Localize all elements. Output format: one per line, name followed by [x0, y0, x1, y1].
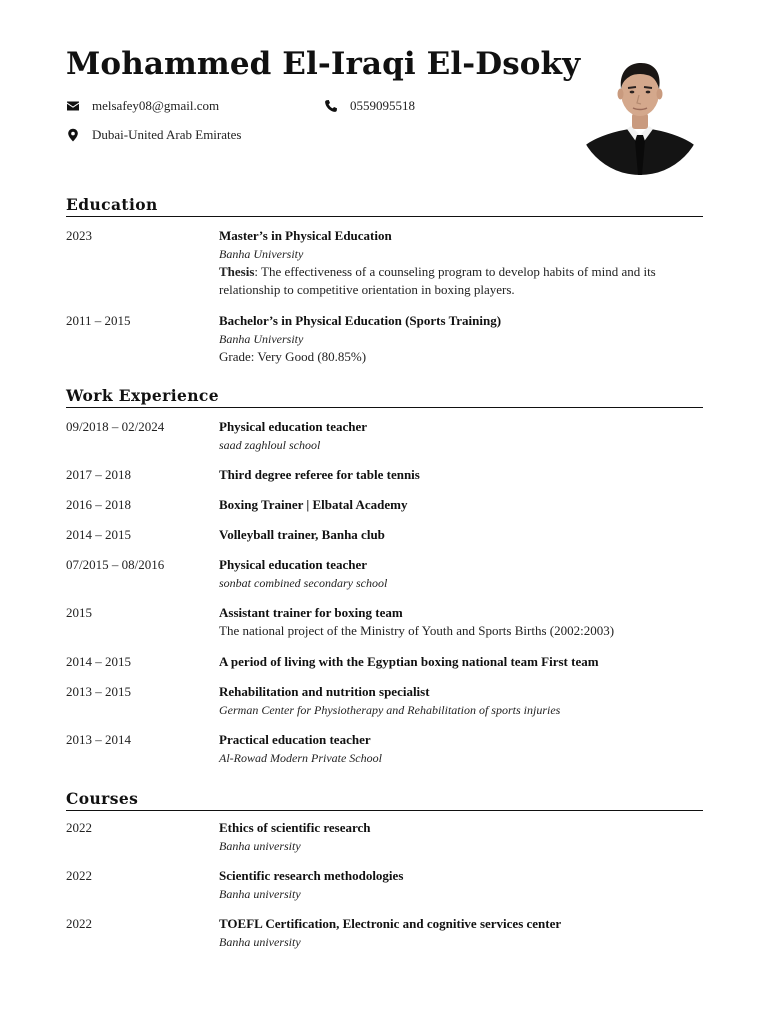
- entry-institution: Banha University: [219, 247, 304, 261]
- entry-title: Volleyball trainer, Banha club: [219, 527, 385, 542]
- entry-title: Practical education teacher: [219, 732, 371, 747]
- entry-date: 2022: [66, 916, 92, 931]
- portrait-illustration: [577, 49, 703, 175]
- entry-date: 2013 – 2015: [66, 684, 131, 699]
- entry-date: 2022: [66, 820, 92, 835]
- location-text: Dubai-United Arab Emirates: [92, 127, 242, 142]
- email-text[interactable]: melsafey08@gmail.com: [92, 98, 220, 113]
- entry-institution: Banha university: [219, 839, 301, 853]
- entry-organization: Al-Rowad Modern Private School: [219, 751, 382, 765]
- entry-description: The national project of the Ministry of Youth and Sports Births (2002:2003): [219, 623, 615, 638]
- entry-title: Bachelor’s in Physical Education (Sports Training): [219, 313, 502, 328]
- entry-date: 2016 – 2018: [66, 497, 131, 512]
- entry-title: Rehabilitation and nutrition specialist: [219, 684, 430, 699]
- entry-organization: sonbat combined secondary school: [219, 576, 388, 590]
- section-divider: [66, 216, 703, 217]
- entry-title: Master’s in Physical Education: [219, 228, 392, 243]
- entry-organization: German Center for Physiotherapy and Rehabilitation of sports injuries: [219, 703, 561, 717]
- phone-text[interactable]: 0559095518: [350, 98, 415, 113]
- entry-institution: Banha university: [219, 935, 301, 949]
- entry-date: 2015: [66, 605, 92, 620]
- entry-title: TOEFL Certification, Electronic and cognitive services center: [219, 916, 562, 931]
- contact-location: [66, 127, 241, 143]
- entry-title: Ethics of scientific research: [219, 820, 371, 835]
- entry-title: A period of living with the Egyptian boxing national team First team: [219, 654, 599, 669]
- entry-date: 09/2018 – 02/2024: [66, 419, 165, 434]
- entry-date: 2014 – 2015: [66, 527, 131, 542]
- envelope-icon: [66, 99, 80, 113]
- entry-date: 2022: [66, 868, 92, 883]
- contact-email: [66, 98, 219, 114]
- entry-grade: Grade: Very Good (80.85%): [219, 349, 367, 364]
- entry-date: 2017 – 2018: [66, 467, 131, 482]
- entry-title: Scientific research methodologies: [219, 868, 404, 883]
- candidate-name: Mohammed El-Iraqi El-Dsoky: [66, 46, 581, 82]
- entry-title: Assistant trainer for boxing team: [219, 605, 403, 620]
- entry-thesis: [219, 263, 703, 299]
- entry-date: 2014 – 2015: [66, 654, 131, 669]
- entry-institution: Banha University: [219, 332, 304, 346]
- entry-title: Boxing Trainer | Elbatal Academy: [219, 497, 408, 512]
- entry-title: Physical education teacher: [219, 557, 368, 572]
- entry-date: 2013 – 2014: [66, 732, 131, 747]
- contact-phone: [324, 98, 415, 114]
- entry-date: 07/2015 – 08/2016: [66, 557, 165, 572]
- entry-title: Third degree referee for table tennis: [219, 467, 420, 482]
- entry-organization: saad zaghloul school: [219, 438, 321, 452]
- section-title-education: Education: [66, 195, 158, 214]
- entry-title: Physical education teacher: [219, 419, 368, 434]
- section-title-work: Work Experience: [66, 386, 220, 405]
- section-divider: [66, 810, 703, 811]
- profile-photo: [577, 49, 703, 175]
- phone-icon: [324, 99, 338, 113]
- entry-institution: Banha university: [219, 887, 301, 901]
- thesis-text: : The effectiveness of a counseling program to develop habits of mind and its relationship to competitive orientation in boxing players.: [219, 264, 656, 297]
- section-divider: [66, 407, 703, 408]
- location-pin-icon: [66, 128, 80, 142]
- section-title-courses: Courses: [66, 789, 139, 808]
- entry-date: 2023: [66, 228, 92, 243]
- entry-date: 2011 – 2015: [66, 313, 131, 328]
- thesis-label: Thesis: [219, 264, 255, 279]
